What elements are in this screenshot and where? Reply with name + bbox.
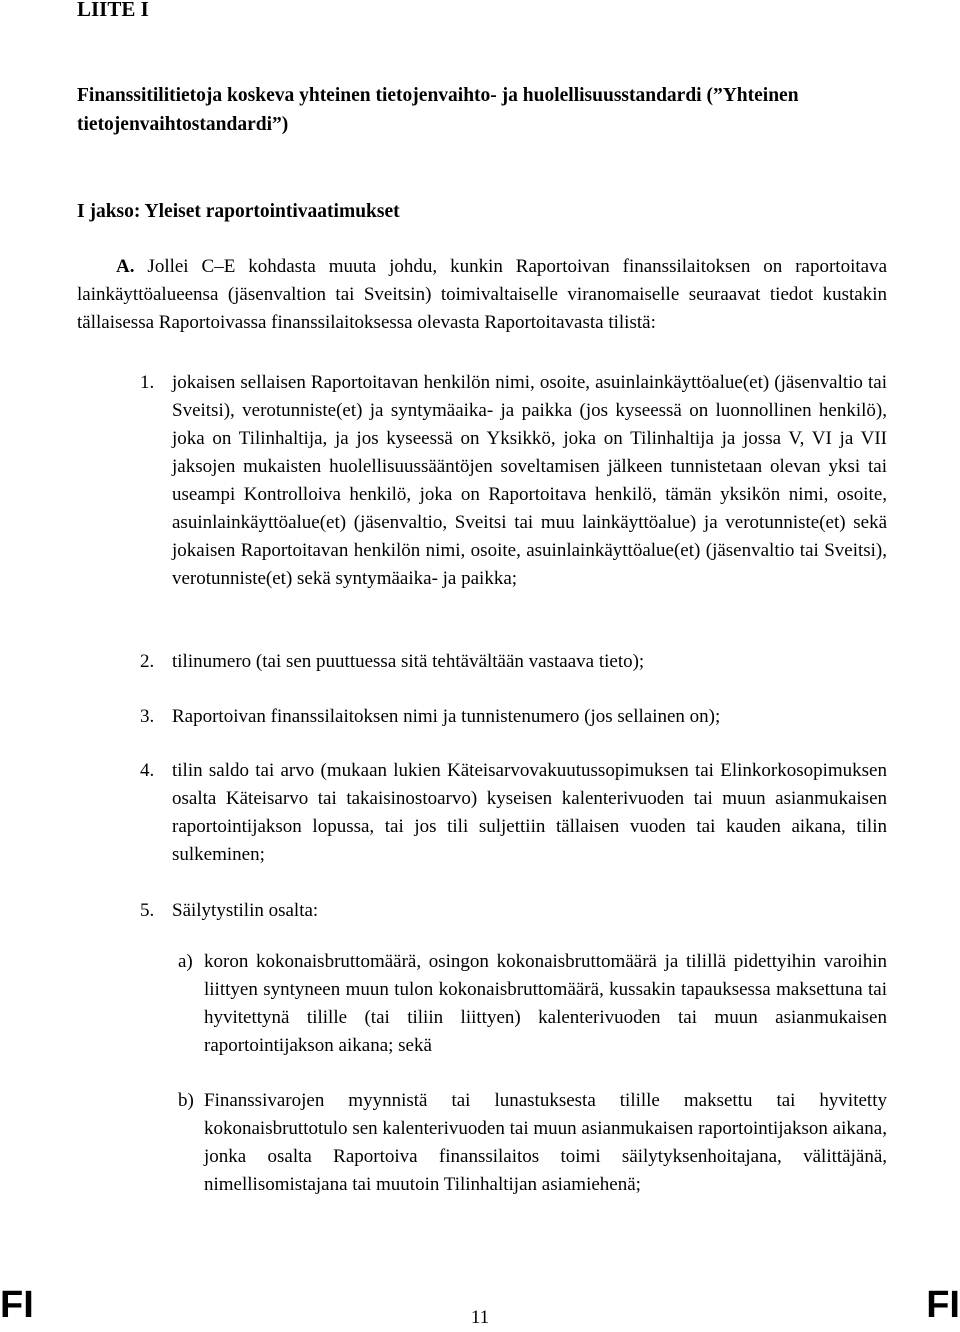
list-item-number: 4. [140, 760, 155, 781]
list-item-text: Säilytystilin osalta: [172, 900, 319, 921]
paragraph-a [77, 253, 887, 337]
section-heading: I jakso: Yleiset raportointivaatimukset [77, 201, 400, 222]
sub-list-item-text: koron kokonaisbruttomäärä, osingon kokonaisbruttomäärä ja tilillä pidettyihin varoihin liittyen syntyneen muun tulon kokonaisbruttomäärä, kussakin tapauksessa maksettuna tai hyvitettynä tilille (tai tiliin liittyen) kalenterivuoden tai muun asianmukaisen raportointijakson aikana; sekä [204, 951, 887, 1056]
document-title: Finanssitilitietoja koskeva yhteinen tietojenvaihto- ja huolellisuusstandardi (”Yhteinen tietojenvaihtostandardi”) [77, 85, 799, 135]
paragraph-a-text [77, 253, 887, 337]
list-item [140, 897, 887, 925]
list-item [140, 369, 887, 593]
sub-list-item-label: b) [178, 1090, 194, 1111]
list-item-text: tilin saldo tai arvo (mukaan lukien Käteisarvovakuutussopimuksen tai Elinkorkosopimuksen osalta Käteisarvo tai takaisinostoarvo) kyseisen kalenterivuoden tai muun asianmukaisen raportointijakson lopussa, tai jos tili suljettiin tällaisen vuoden tai kauden aikana, tilin sulkeminen; [172, 760, 887, 865]
list-item-text: jokaisen sellaisen Raportoitavan henkilön nimi, osoite, asuinlainkäyttöalue(et) (jäsenvaltio tai Sveitsi), verotunniste(et) ja syntymäaika- ja paikka (jos kyseessä on luonnollinen henkilö), joka on Tilinhaltija, ja jos kyseessä on Yksikkö, joka on Tilinhaltija ja jossa V, VI ja VII jaksojen mukaisten huolellisuussääntöjen soveltamisen jälkeen tunnistetaan olevan yksi tai useampi Kontrolloiva henkilö, joka on Raportoitava henkilö, tämän yksikön nimi, osoite, asuinlainkäyttöalue(et) (jäsenvaltio, Sveitsi tai muu lainkäyttöalue) ja verotunniste(et) sekä jokaisen Raportoitavan henkilön nimi, osoite, asuinlainkäyttöalue(et) (jäsenvaltio tai Sveitsi), verotunniste(et) sekä syntymäaika- ja paikka; [172, 372, 887, 589]
list-item [140, 757, 887, 869]
page-number: 11 [470, 1307, 490, 1328]
list-item-number: 5. [140, 900, 155, 921]
sub-list-item [178, 1087, 887, 1199]
footer-language-right: FI [926, 1284, 960, 1326]
paragraph-a-label: A. [116, 256, 135, 277]
list-item-number: 1. [140, 372, 155, 393]
list-item [140, 703, 887, 731]
paragraph-a-body: Jollei C–E kohdasta muuta johdu, kunkin Raportoivan finanssilaitoksen on raportoitava lainkäyttöalueensa (jäsenvaltion tai Sveitsin) toimivaltaiselle viranomaiselle seuraavat tiedot kustakin tällaisessa Raportoivassa finanssilaitoksessa olevasta Raportoitavasta tilistä: [77, 256, 887, 333]
sub-list-item-label: a) [178, 951, 193, 972]
list-item-number: 3. [140, 706, 155, 727]
list-item-text: tilinumero (tai sen puuttuessa sitä tehtävältään vastaava tieto); [172, 651, 645, 672]
annex-heading: LIITE I [77, 0, 149, 21]
list-item [140, 648, 887, 676]
sub-list-item [178, 948, 887, 1060]
list-item-text: Raportoivan finanssilaitoksen nimi ja tunnistenumero (jos sellainen on); [172, 706, 721, 727]
footer-language-left: FI [0, 1284, 34, 1326]
sub-list-item-text: Finanssivarojen myynnistä tai lunastuksesta tilille maksettu tai hyvitetty kokonaisbruttotulo sen kalenterivuoden tai muun asianmukaisen raportointijakson aikana, jonka osalta Raportoiva finanssilaitos toimi säilytyksenhoitajana, välittäjänä, nimellisomistajana tai muutoin Tilinhaltijan asiamiehenä; [204, 1090, 887, 1195]
list-item-number: 2. [140, 651, 155, 672]
